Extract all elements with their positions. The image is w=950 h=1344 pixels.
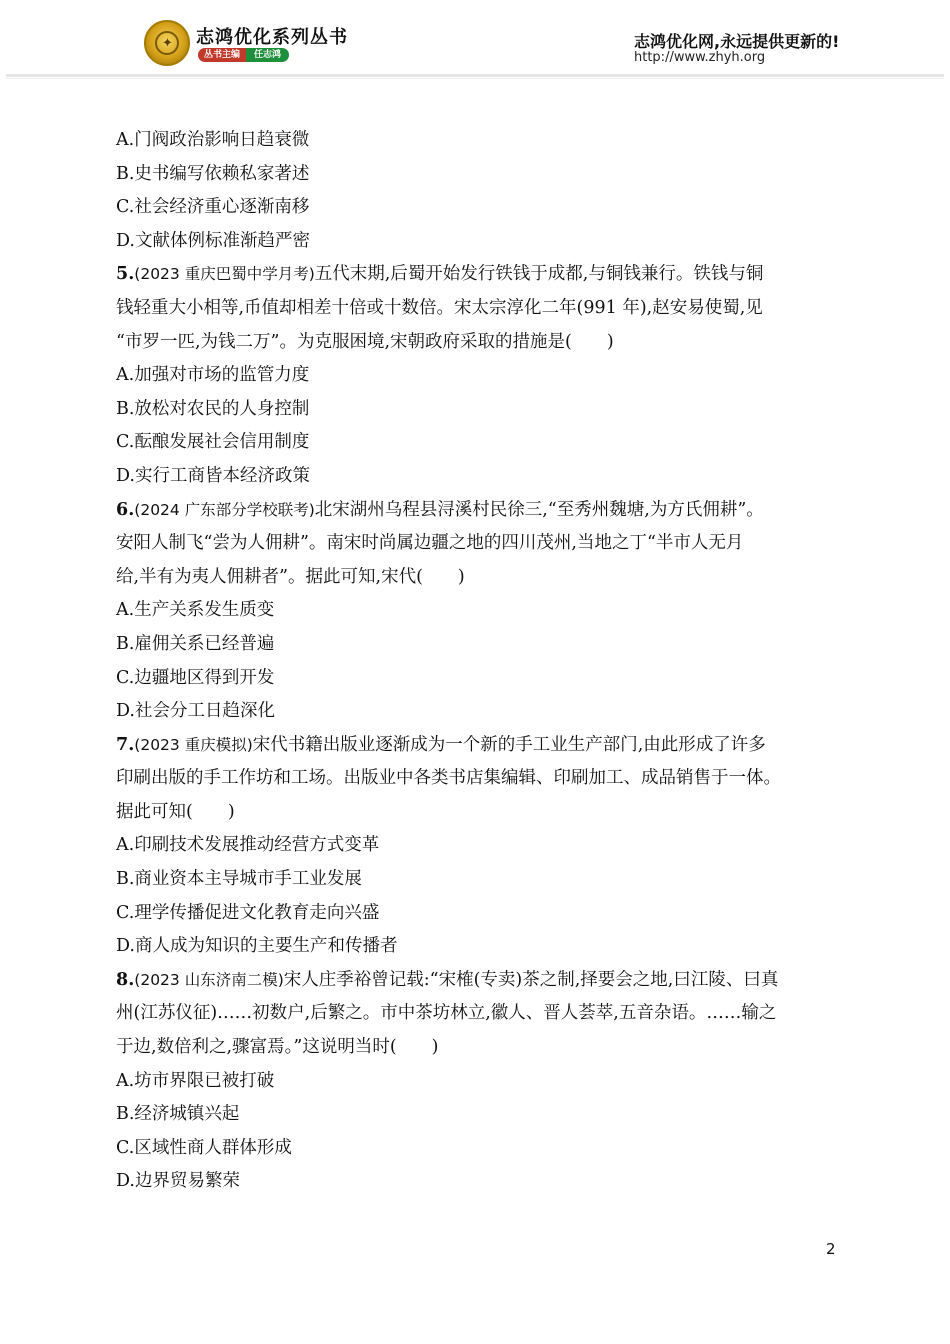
q5-option-d: D.实行工商皆本经济政策 — [116, 465, 310, 486]
q8-stem-line1: 8.(2023 山东济南二模)宋人庄季裕曾记载:“宋榷(专卖)茶之制,择要会之地,曰江陵、曰真 — [116, 969, 779, 990]
q6-option-a: A.生产关系发生质变 — [116, 600, 275, 621]
q6-source: (2024 广东部分学校联考) — [134, 500, 315, 519]
eagle-logo-icon: ✦ — [144, 20, 190, 66]
page-header — [0, 0, 950, 90]
q8-source: (2023 山东济南二模) — [134, 970, 284, 989]
q5-option-a: A.加强对市场的监管力度 — [116, 365, 310, 386]
header-url[interactable]: http://www.zhyh.org — [634, 50, 766, 65]
editor-label: 丛书主编 — [198, 48, 246, 62]
q8-option-a: A.坊市界限已被打破 — [116, 1070, 275, 1091]
q5-option-b: B.放松对农民的人身控制 — [116, 398, 310, 419]
q6-option-c: C.边疆地区得到开发 — [116, 667, 275, 688]
q8-number: 8 — [116, 969, 129, 990]
q6-option-b: B.雇佣关系已经普遍 — [116, 633, 275, 654]
q6-stem-line3: 给,半有为夷人佣耕者”。据此可知,宋代( ) — [116, 566, 465, 587]
editor-badge — [198, 48, 289, 62]
q8-option-d: D.边界贸易繁荣 — [116, 1171, 240, 1192]
q7-option-b: B.商业资本主导城市手工业发展 — [116, 869, 362, 890]
q8-stem-line2: 州(江苏仪征)……初数户,后繁之。市中茶坊林立,徽人、晋人荟萃,五音杂语。……输之 — [116, 1003, 777, 1024]
q6-option-d: D.社会分工日趋深化 — [116, 701, 275, 722]
question-content — [116, 124, 836, 1199]
header-divider — [6, 74, 944, 77]
editor-name: 任志鸿 — [246, 48, 289, 62]
q7-source: (2023 重庆模拟) — [134, 735, 253, 754]
q5-option-c: C.酝酿发展社会信用制度 — [116, 432, 310, 453]
q6-stem-line2: 安阳人制飞“尝为人佣耕”。南宋时尚属边疆之地的四川茂州,当地之丁“半市人无月 — [116, 533, 744, 554]
q8-option-c: C.区域性商人群体形成 — [116, 1137, 292, 1158]
q8-stem-line3: 于边,数倍利之,骤富焉。”这说明当时( ) — [116, 1037, 439, 1058]
q4-option-c: C.社会经济重心逐渐南移 — [116, 197, 310, 218]
q7-stem-line1: 7.(2023 重庆模拟)宋代书籍出版业逐渐成为一个新的手工业生产部门,由此形成了许多 — [116, 734, 766, 755]
q7-number: 7 — [116, 734, 129, 755]
q7-stem-line3: 据此可知( ) — [116, 801, 235, 822]
header-divider-thin — [6, 78, 944, 79]
q6-stem-line1: 6.(2024 广东部分学校联考)北宋湖州乌程县浔溪村民徐三,“至秀州魏塘,为方氏佣耕”。 — [116, 499, 764, 520]
q7-option-a: A.印刷技术发展推动经营方式变革 — [116, 835, 380, 856]
q8-option-b: B.经济城镇兴起 — [116, 1104, 240, 1125]
q7-option-d: D.商人成为知识的主要生产和传播者 — [116, 936, 398, 957]
q4-option-d: D.文献体例标准渐趋严密 — [116, 230, 310, 251]
q4-option-b: B.史书编写依赖私家著述 — [116, 163, 310, 184]
q7-option-c: C.理学传播促进文化教育走向兴盛 — [116, 902, 380, 923]
q4-option-a: A.门阀政治影响日趋衰微 — [116, 130, 310, 150]
q5-number: 5 — [116, 264, 129, 285]
q7-stem-line2: 印刷出版的手工作坊和工场。出版业中各类书店集编辑、印刷加工、成品销售于一体。 — [116, 768, 781, 789]
header-slogan: 志鸿优化网,永远提供更新的! — [634, 32, 840, 51]
q5-stem-line1: 5.(2023 重庆巴蜀中学月考)五代末期,后蜀开始发行铁钱于成都,与铜钱兼行。铁钱与铜 — [116, 264, 764, 285]
q5-stem-line3: “市罗一匹,为钱二万”。为克服困境,宋朝政府采取的措施是( ) — [116, 331, 614, 352]
page-number: 2 — [826, 1240, 836, 1258]
q5-source: (2023 重庆巴蜀中学月考) — [134, 265, 315, 284]
series-title: 志鸿优化系列丛书 — [196, 27, 348, 48]
q6-number: 6 — [116, 499, 129, 520]
q5-stem-line2: 钱轻重大小相等,币值却相差十倍或十数倍。宋太宗淳化二年(991 年),赵安易使蜀,见 — [116, 297, 763, 318]
